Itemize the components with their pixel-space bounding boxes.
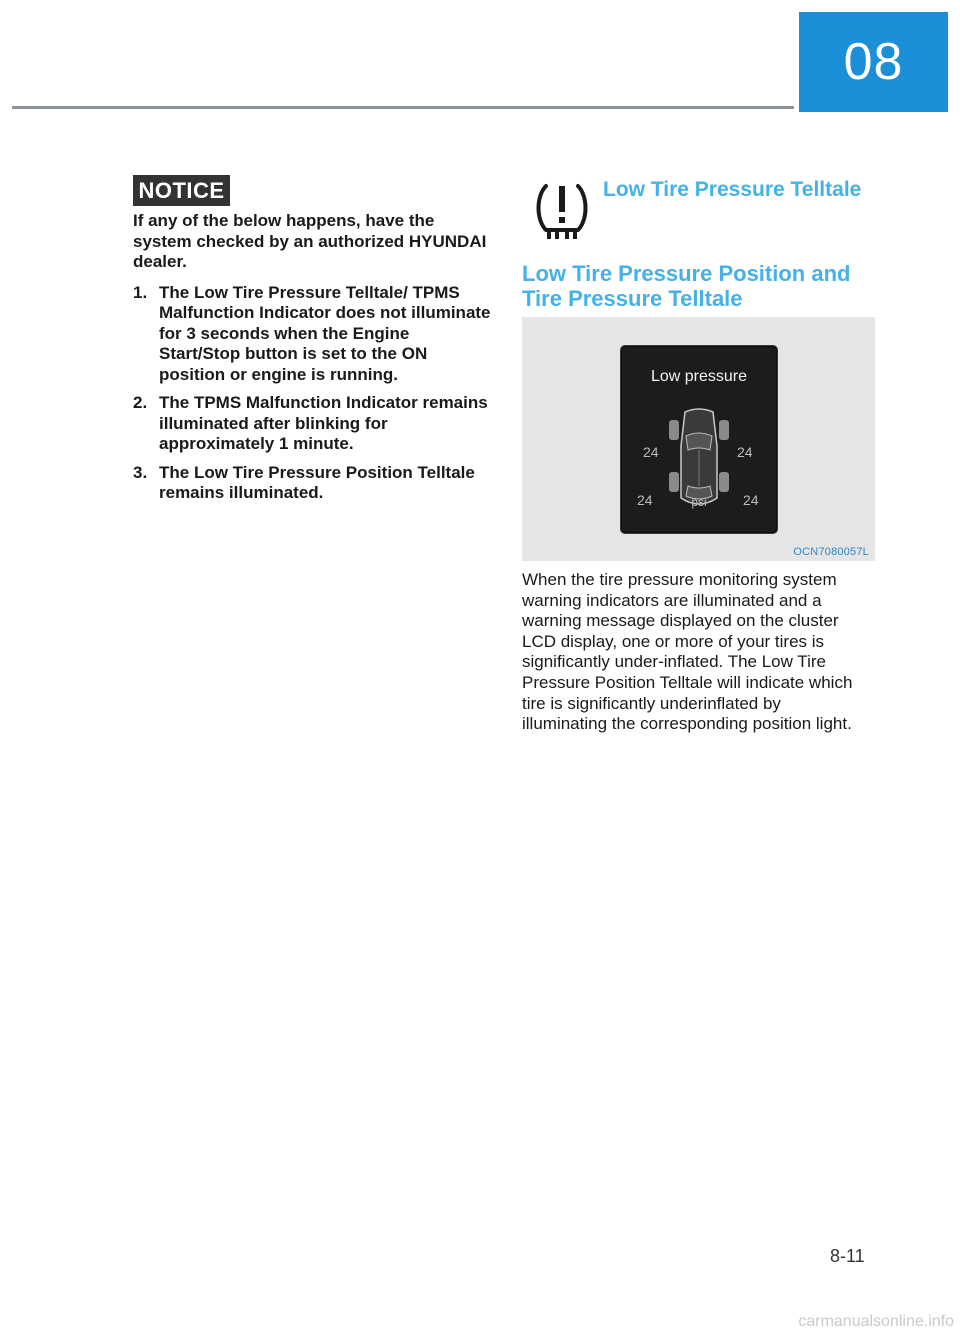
notice-item-text: The Low Tire Pressure Position Telltale remains illuminated. xyxy=(159,462,475,502)
watermark: carmanualsonline.info xyxy=(798,1313,954,1330)
notice-item-number: 3. xyxy=(133,462,148,482)
notice-item xyxy=(133,463,491,504)
notice-item-number: 2. xyxy=(133,393,148,412)
tire-value-front-left: 24 xyxy=(643,444,659,460)
telltale-heading: Low Tire Pressure Telltale xyxy=(603,178,862,201)
notice-block xyxy=(133,211,491,512)
section-heading: Low Tire Pressure Position and Tire Pressure Telltale xyxy=(522,261,851,311)
notice-intro: If any of the below happens, have the system checked by an authorized HYUNDAI dealer. xyxy=(133,211,487,271)
tire-value-front-right: 24 xyxy=(737,444,753,460)
tire-pressure-warning-icon xyxy=(534,180,590,242)
notice-item-text: The TPMS Malfunction Indicator remains illuminated after blinking for approximately 1 minute. xyxy=(159,393,488,453)
cluster-title: Low pressure xyxy=(650,368,748,385)
tire-value-rear-left: 24 xyxy=(637,492,653,508)
notice-item xyxy=(133,283,491,386)
pressure-unit: psi xyxy=(691,495,707,509)
notice-item-number: 1. xyxy=(133,282,148,302)
tire-value-rear-right: 24 xyxy=(743,492,759,508)
header-rule xyxy=(12,106,794,109)
section-body: When the tire pressure monitoring system warning indicators are illuminated and a warning message displayed on the cluster LCD display, one or more of your tires is significantly under-inflated. The Low Tire Pressure Position Telltale will indicate which tire is significantly underinflated by illuminating the corresponding position light. xyxy=(522,570,853,734)
notice-item xyxy=(133,393,491,455)
page-number: 8-11 xyxy=(830,1246,865,1266)
notice-badge: NOTICE xyxy=(133,175,230,206)
notice-item-text: The Low Tire Pressure Telltale/ TPMS Malfunction Indicator does not illuminate for 3 seconds when the Engine Start/Stop button is set to the ON position or engine is running. xyxy=(159,282,491,384)
cluster-display xyxy=(620,345,778,534)
notice-list xyxy=(133,283,491,504)
figure-code: OCN7080057L xyxy=(793,546,869,558)
cluster-figure xyxy=(522,317,875,561)
chapter-tab: 08 xyxy=(799,12,948,112)
